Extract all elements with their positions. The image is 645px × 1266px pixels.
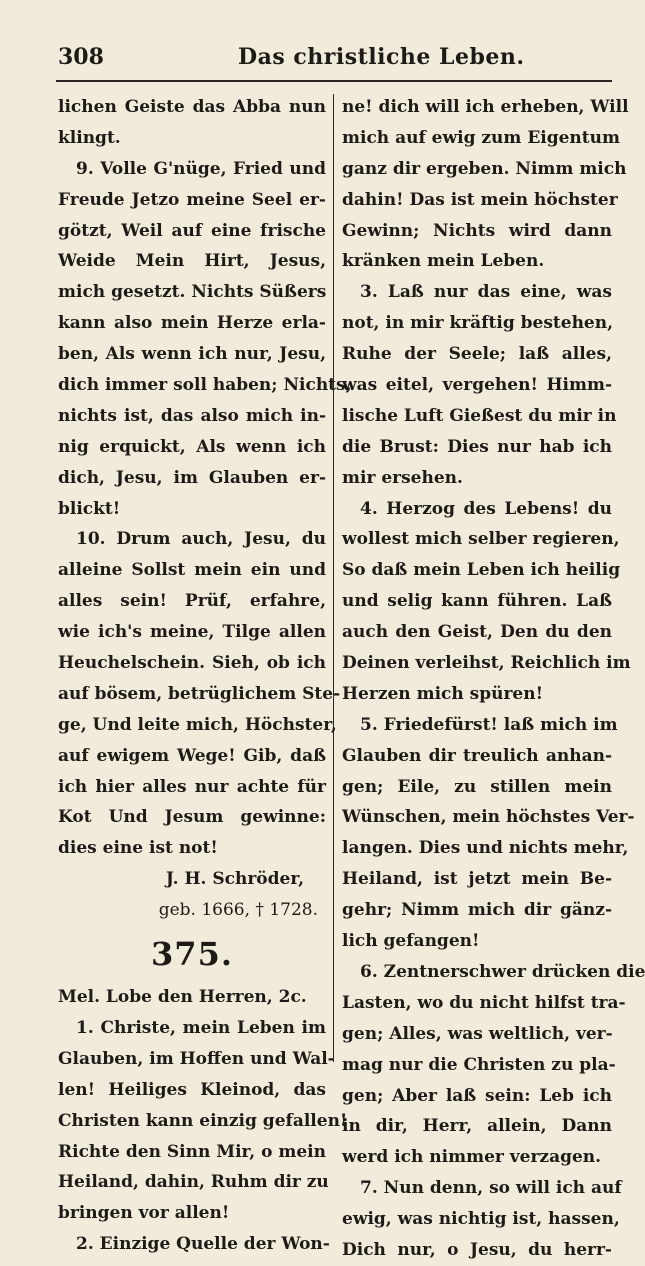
verse-3-line: lische Luft Gießest du mir in [342,405,617,426]
verse-6-line: gen; Aber laß sein: Leb ich [342,1085,612,1106]
verse-9-line: Freude Jetzo meine Seel er- [58,189,326,210]
header-rule [56,80,612,82]
verse-9-line: mich gesetzt. Nichts Süßers [58,282,327,303]
verse-2-line: dahin! Das ist mein höchster [342,189,618,210]
verse-6-line: werd ich nimmer verzagen. [342,1147,602,1168]
verse-4-line: Herzen mich spüren! [342,683,544,704]
author-name: J. H. Schröder, [165,869,304,890]
verse-1-line: Glauben, im Hoffen und Wal- [58,1048,335,1069]
verse-7-line: Dich nur, o Jesu, du herr- [342,1239,612,1260]
verse-4-line: So daß mein Leben ich heilig [342,560,621,581]
text-line: klingt. [58,127,121,148]
verse-10-line: ich hier alles nur achte für [58,776,326,797]
verse-3-line: Ruhe der Seele; laß alles, [342,344,612,365]
verse-10-line: dies eine ist not! [58,838,218,859]
verse-10-line: alleine Sollst mein ein und [58,560,326,581]
verse-4-line: Deinen verleihst, Reichlich im [342,653,631,674]
verse-3-line: not, in mir kräftig bestehen, [342,313,614,334]
verse-5-line: Wünschen, mein höchstes Ver- [342,807,635,828]
verse-1-line: Richte den Sinn Mir, o mein [58,1141,326,1162]
verse-5-line: lich gefangen! [342,931,480,952]
verse-9-line: dich immer soll haben; Nichts, [58,375,352,396]
verse-2-line: mich auf ewig zum Eigentum [342,127,620,148]
verse-9-line: götzt, Weil auf eine frische [58,220,326,241]
verse-3-line: die Brust: Dies nur hab ich [342,436,612,457]
verse-4-line: und selig kann führen. Laß [342,591,612,612]
verse-9-line: nig erquickt, Als wenn ich [58,436,326,457]
verse-10-line: 10. Drum auch, Jesu, du [76,529,326,550]
verse-10-line: auf ewigem Wege! Gib, daß [58,745,326,766]
verse-10-line: Kot Und Jesum gewinne: [58,807,326,828]
verse-10-line: Heuchelschein. Sieh, ob ich [58,653,326,674]
verse-5-line: langen. Dies und nichts mehr, [342,838,629,859]
verse-2-line: ne! dich will ich erheben, Will [342,97,629,117]
running-title: Das christliche Leben. [238,44,525,70]
page-number: 308 [58,44,104,70]
verse-3-line: mir ersehen. [342,467,463,488]
verse-2-line: 2. Einzige Quelle der Won- [76,1234,330,1255]
verse-10-line: ge, Und leite mich, Höchster, [58,714,337,735]
verse-9-line: 9. Volle G'nüge, Fried und [76,158,326,179]
verse-5-line: gen; Eile, zu stillen mein [342,776,612,797]
page-header [58,44,612,76]
verse-5-line: gehr; Nimm mich dir gänz- [342,900,612,921]
verse-9-line: kann also mein Herze erla- [58,313,326,334]
verse-4-line: 4. Herzog des Lebens! du [360,498,612,519]
verse-1-line: Christen kann einzig gefallen! [58,1110,348,1131]
verse-5-line: Heiland, ist jetzt mein Be- [342,869,612,890]
left-column [58,92,352,1260]
verse-6-line: Lasten, wo du nicht hilfst tra- [342,992,626,1013]
verse-6-line: gen; Alles, was weltlich, ver- [342,1023,613,1044]
verse-3-line: was eitel, vergehen! Himm- [342,375,612,396]
verse-10-line: auf bösem, betrüglichem Ste- [58,683,341,704]
verse-6-line: 6. Zentnerschwer drücken die [360,961,645,982]
verse-9-line: dich, Jesu, im Glauben er- [58,467,326,488]
verse-4-line: wollest mich selber regieren, [342,529,620,550]
column-divider [333,94,334,1062]
verse-9-line: nichts ist, das also mich in- [58,405,326,426]
verse-10-line: wie ich's meine, Tilge allen [58,622,326,643]
verse-3-line: 3. Laß nur das eine, was [360,282,612,303]
hymn-number: 375. [151,935,233,974]
verse-4-line: auch den Geist, Den du den [342,622,612,643]
verse-9-line: ben, Als wenn ich nur, Jesu, [58,344,326,365]
melody-line: Mel. Lobe den Herren, 2c. [58,987,307,1008]
text-line: lichen Geiste das Abba nun [58,97,326,117]
verse-6-line: in dir, Herr, allein, Dann [342,1116,612,1137]
verse-7-line: 7. Nun denn, so will ich auf [360,1178,622,1199]
verse-1-line: bringen vor allen! [58,1203,230,1224]
verse-10-line: alles sein! Prüf, erfahre, [58,591,326,612]
verse-6-line: mag nur die Christen zu pla- [342,1054,616,1075]
verse-1-line: Heiland, dahin, Ruhm dir zu [58,1172,329,1193]
verse-9-line: blickt! [58,498,121,519]
verse-7-line: ewig, was nichtig ist, hassen, [342,1209,620,1230]
verse-2-line: Gewinn; Nichts wird dann [342,220,612,241]
verse-5-line: Glauben dir treulich anhan- [342,745,612,766]
author-dates: geb. 1666, † 1728. [158,900,318,921]
verse-1-line: 1. Christe, mein Leben im [76,1017,326,1038]
verse-1-line: len! Heiliges Kleinod, das [58,1079,326,1100]
verse-5-line: 5. Friedefürst! laß mich im [360,714,618,735]
verse-9-line: Weide Mein Hirt, Jesus, [58,251,326,272]
verse-2-line: kränken mein Leben. [342,251,545,272]
right-column [342,92,645,1266]
verse-2-line: ganz dir ergeben. Nimm mich [342,158,627,179]
